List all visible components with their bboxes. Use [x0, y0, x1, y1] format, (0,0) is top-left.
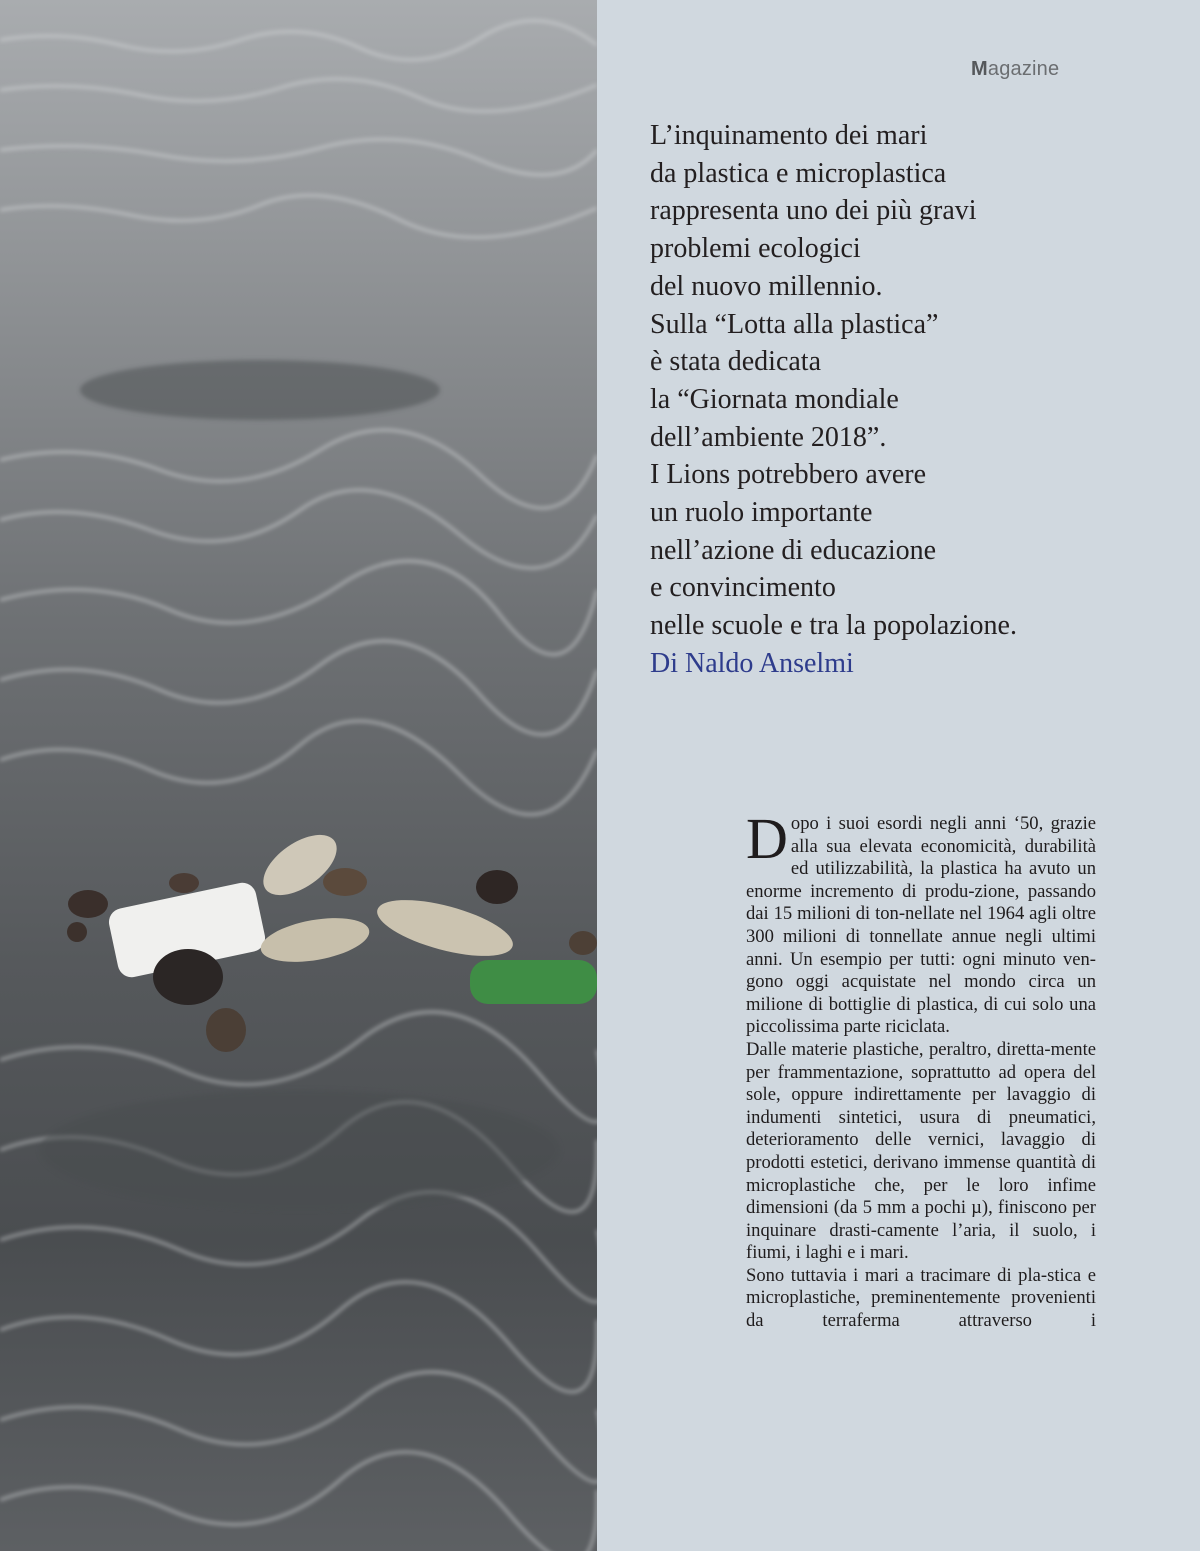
author-byline: Di Naldo Anselmi	[650, 647, 854, 679]
intro-line: L’inquinamento dei mari	[650, 120, 928, 151]
masthead-initial: M	[971, 58, 988, 80]
intro-line: rappresenta uno dei più gravi	[650, 195, 977, 227]
article-paragraph	[746, 806, 1096, 1039]
water-reflections	[0, 21, 597, 1551]
intro-line: è stata dedicata	[650, 346, 822, 378]
plastic-debris	[67, 823, 597, 1052]
intro-line: del nuovo millennio.	[650, 270, 883, 302]
paragraph-text: opo i suoi esordi negli anni ‘50, grazie alla sua elevata economicità, durabilità ed utilizzabilità, la plastica ha avuto un enorme incremento di produ-zione, passando dai 15 milioni di ton-nellate nel 1964 agli oltre 300 milioni di tonnellate annue negli ultimi anni. Un esempio per tutti: ogni minuto ven-gono oggi acquistate nel mondo circa un milione di bottiglie di plastica, di cui solo una piccolissima parte riciclata.	[746, 813, 1096, 1038]
intro-line: la “Giornata mondiale	[650, 383, 899, 415]
dark-water-shadow	[40, 360, 560, 1210]
masthead-rest: agazine	[987, 58, 1060, 80]
intro-line: Sulla “Lotta alla plastica”	[650, 308, 939, 340]
article-paragraph: Sono tuttavia i mari a tracimare di pla-stica e microplastiche, preminentemente provenienti da terraferma attraverso i	[746, 1264, 1096, 1332]
intro-line: dell’ambiente 2018”.	[650, 421, 887, 453]
intro-standfirst	[650, 117, 1170, 683]
intro-line: I Lions potrebbero avere	[650, 459, 926, 491]
intro-line: nelle scuole e tra la popolazione.	[650, 610, 1017, 642]
masthead	[971, 58, 1121, 81]
intro-line: un ruolo importante	[650, 497, 873, 529]
drop-cap: D	[746, 806, 788, 871]
article-body	[746, 806, 1096, 1333]
intro-line: nell’azione di educazione	[650, 534, 937, 566]
intro-line: e convincimento	[650, 572, 836, 604]
intro-line: problemi ecologici	[650, 233, 861, 265]
article-paragraph: Dalle materie plastiche, peraltro, diretta-mente per frammentazione, soprattutto ad opera del sole, oppure indirettamente per lavaggio di indumenti sintetici, usura di pneumatici, deterioramento delle vernici, lavaggio di prodotti estetici, derivano immense quantità di microplastiche che, per le loro infime dimensioni (da 5 mm a pochi µ), finiscono per inquinare drasti-camente l’aria, il suolo, i fiumi, i laghi e i mari.	[746, 1038, 1096, 1264]
photo-water-plastic-debris	[0, 0, 597, 1551]
intro-line: da plastica e microplastica	[650, 157, 947, 189]
